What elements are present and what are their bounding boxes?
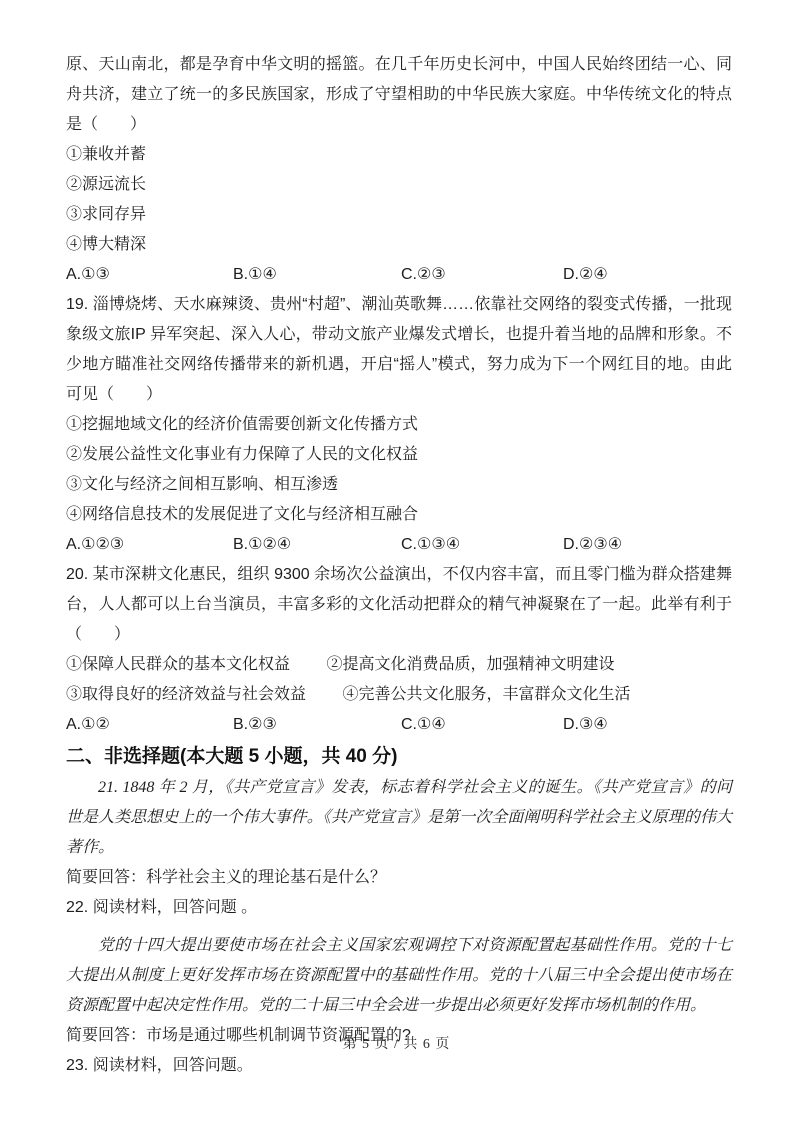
question-19-choices [66, 530, 732, 560]
question-19-choice-a: A.①②③ [66, 536, 125, 553]
question-19-stem: 19. 淄博烧烤、天水麻辣烫、贵州“村超”、潮汕英歌舞……依靠社交网络的裂变式传播，一批现象级文旅IP 异军突起、深入人心，带动文旅产业爆发式增长，也提升着当地的品牌和形象。不少地方瞄准社交网络传播带来的新机遇，开启“摇人”模式，努力成为下一个网红目的地。由此可见（ ） [66, 296, 732, 403]
question-20-choice-a: A.①② [66, 716, 110, 733]
question-19-choice-b: B.①②④ [233, 536, 292, 553]
question-19-choice-c: C.①③④ [401, 536, 461, 553]
question-18-item-4: ④博大精深 [66, 236, 147, 253]
question-19-item-4: ④网络信息技术的发展促进了文化与经济相互融合 [66, 506, 419, 523]
question-20-item-3: ③取得良好的经济效益与社会效益 [66, 686, 307, 703]
question-20-choice-b: B.②③ [233, 716, 277, 733]
question-18-item-3: ③求同存异 [66, 206, 147, 223]
page-footer: 第 5 页 / 共 6 页 [342, 1037, 451, 1052]
question-19 [66, 290, 732, 560]
question-20-choice-c: C.①④ [401, 716, 446, 733]
question-19-item-1: ①挖掘地域文化的经济价值需要创新文化传播方式 [66, 416, 419, 433]
question-22-material: 党的十四大提出要使市场在社会主义国家宏观调控下对资源配置起基础性作用。党的十七大提出从制度上更好发挥市场在资源配置中的基础性作用。党的十八届三中全会提出使市场在资源配置中起决定性作用。党的二十届三中全会进一步提出必须更好发挥市场机制的作用。 [66, 937, 732, 1014]
question-20-item-1: ①保障人民群众的基本文化权益 [66, 656, 291, 673]
question-20-item-2: ②提高文化消费品质，加强精神文明建设 [326, 656, 615, 673]
question-18-choice-c: C.②③ [401, 266, 446, 283]
question-18-item-2: ②源远流长 [66, 176, 147, 193]
question-18-choice-d: D.②④ [563, 266, 608, 283]
question-21-prompt: 简要回答：科学社会主义的理论基石是什么？ [66, 869, 387, 886]
question-20-choice-d: D.③④ [563, 716, 608, 733]
question-21 [66, 773, 732, 893]
question-20-item-4: ④完善公共文化服务，丰富群众文化生活 [342, 686, 631, 703]
page-content [66, 50, 732, 1081]
section-2-heading: 二、非选择题(本大题 5 小题，共 40 分) [66, 746, 398, 767]
question-18-stem: 原、天山南北，都是孕育中华文明的摇篮。在几千年历史长河中，中国人民始终团结一心、同舟共济，建立了统一的多民族国家，形成了守望相助的中华民族大家庭。中华传统文化的特点是（ ） [66, 56, 732, 133]
question-20-items-row-1 [66, 650, 732, 680]
question-23 [66, 1051, 732, 1081]
question-18-item-1: ①兼收并蓄 [66, 146, 147, 163]
question-18 [66, 50, 732, 290]
question-18-choice-b: B.①④ [233, 266, 277, 283]
question-22 [66, 893, 732, 1051]
question-18-choice-a: A.①③ [66, 266, 110, 283]
question-20-stem: 20. 某市深耕文化惠民，组织 9300 余场次公益演出，不仅内容丰富，而且零门槛为群众搭建舞台，人人都可以上台当演员，丰富多彩的文化活动把群众的精气神凝聚在了一起。此举有利于（ ） [66, 566, 732, 643]
question-21-material: 21. 1848 年 2 月，《共产党宣言》发表，标志着科学社会主义的诞生。《共产党宣言》的问世是人类思想史上的一个伟大事件。《共产党宣言》是第一次全面阐明科学社会主义原理的伟大著作。 [66, 779, 732, 856]
question-19-item-3: ③文化与经济之间相互影响、相互渗透 [66, 476, 339, 493]
question-20 [66, 560, 732, 740]
question-20-items-row-2 [66, 680, 732, 710]
question-19-choice-d: D.②③④ [563, 536, 623, 553]
question-20-choices [66, 710, 732, 740]
question-23-title: 23. 阅读材料，回答问题。 [66, 1057, 253, 1074]
question-22-title: 22. 阅读材料，回答问题 。 [66, 899, 258, 916]
question-22-prompt: 简要回答：市场是通过哪些机制调节资源配置的? [66, 1027, 411, 1044]
question-19-item-2: ②发展公益性文化事业有力保障了人民的文化权益 [66, 446, 419, 463]
question-18-choices [66, 260, 732, 290]
